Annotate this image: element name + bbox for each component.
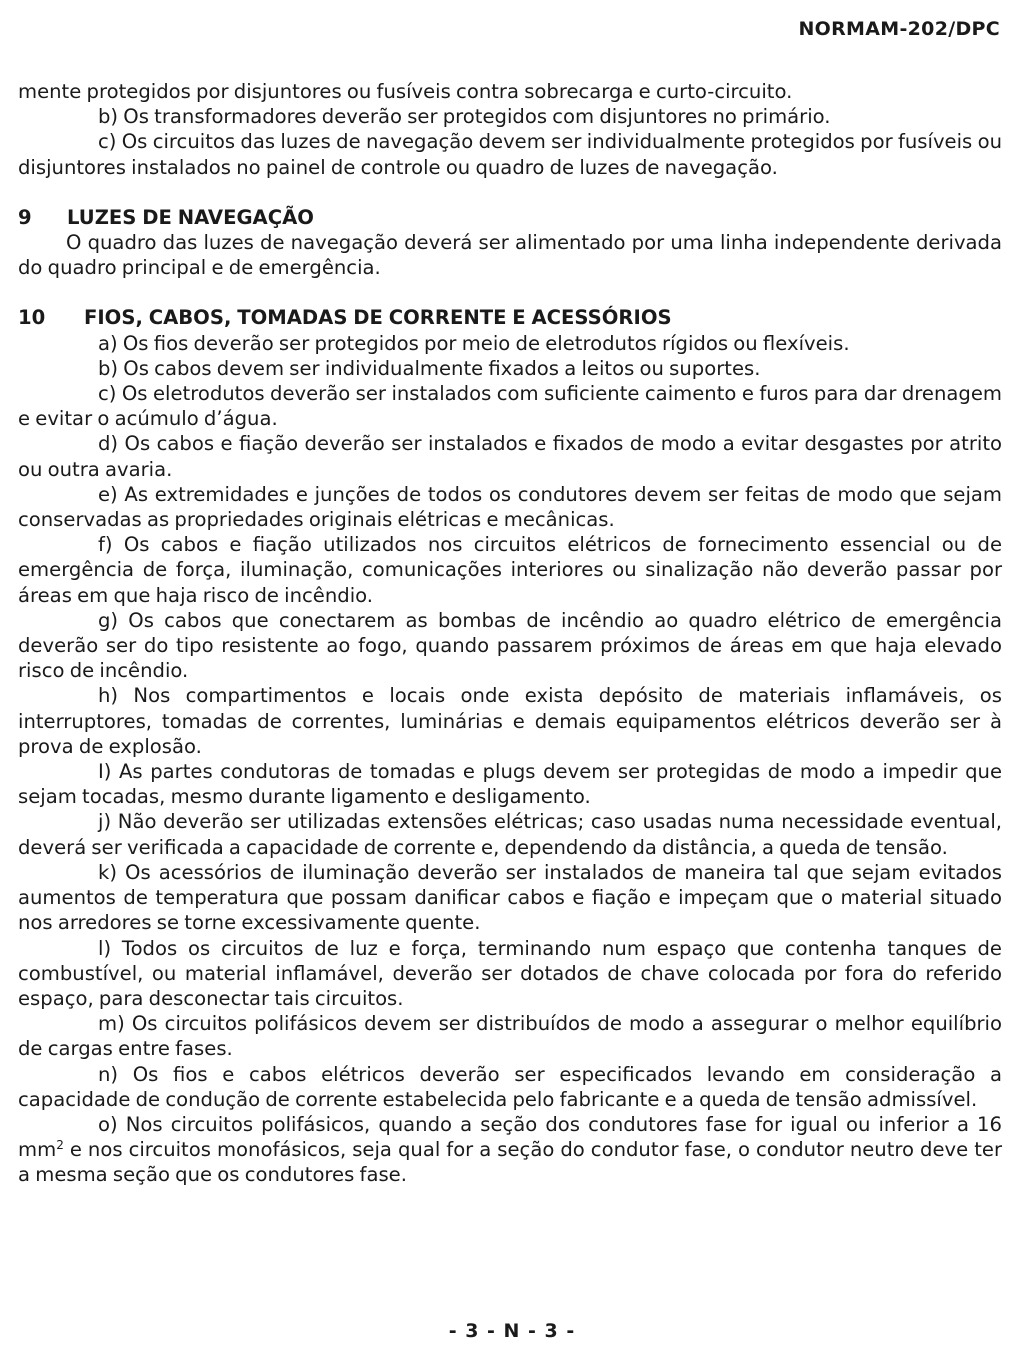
superscript-exponent: 2: [56, 1138, 64, 1153]
section-number: 10: [18, 306, 46, 330]
item-c: c) Os circuitos das luzes de navegação devem ser individualmente protegidos por fusíveis ou disjuntores instalados no painel de controle ou quadro de luzes de navegação.: [18, 130, 1002, 179]
section-9-text: O quadro das luzes de navegação deverá ser alimentado por uma linha independente derivada do quadro principal e de emergência.: [18, 231, 1002, 280]
list-item: m) Os circuitos polifásicos devem ser distribuídos de modo a assegurar o melhor equilíbrio de cargas entre fases.: [18, 1012, 1002, 1061]
list-item: c) Os eletrodutos deverão ser instalados com suficiente caimento e furos para dar drenagem e evitar o acúmulo d’água.: [18, 382, 1002, 431]
paragraph-continuation: mente protegidos por disjuntores ou fusíveis contra sobrecarga e curto-circuito.: [18, 80, 793, 103]
page-number: - 3 - N - 3 -: [448, 1320, 576, 1342]
document-body: [18, 79, 1002, 1188]
list-item: h) Nos compartimentos e locais onde exista depósito de materiais inflamáveis, os interruptores, tomadas de correntes, luminárias e demais equipamentos elétricos deverão ser à prova de explosão.: [18, 684, 1002, 758]
list-item: I) As partes condutoras de tomadas e plugs devem ser protegidas de modo a impedir que sejam tocadas, mesmo durante ligamento e desligamento.: [18, 760, 1002, 809]
item-b: b) Os transformadores deverão ser protegidos com disjuntores no primário.: [98, 105, 831, 129]
document-code: NORMAM-202/DPC: [798, 18, 1000, 40]
list-item: k) Os acessórios de iluminação deverão ser instalados de maneira tal que sejam evitados aumentos de temperatura que possam danificar cabos e fiação e impeçam que o material situado nos arredores se torne excessivamente quente.: [18, 860, 1002, 935]
section-number: 9: [18, 205, 32, 229]
section-10-heading: [18, 305, 1002, 330]
section-9-heading: [18, 205, 1002, 230]
list-item: n) Os fios e cabos elétricos deverão ser especificados levando em consideração a capacidade de condução de corrente estabelecida pelo fabricante e a queda de tensão admissível.: [18, 1062, 1002, 1111]
list-item: e) As extremidades e junções de todos os condutores devem ser feitas de modo que sejam conservadas as propriedades originais elétricas e mecânicas.: [18, 482, 1002, 532]
list-item: l) Todos os circuitos de luz e força, terminando num espaço que contenha tanques de combustível, ou material inflamável, deverão ser dotados de chave colocada por fora do referido espaço, para desconectar tais circuitos.: [18, 936, 1002, 1010]
item-o-text-start: o) Nos circuitos polifásicos, quando a seção dos condutores fase for igual ou inferior a 16 mm: [18, 1112, 1002, 1162]
list-item: j) Não deverão ser utilizadas extensões elétricas; caso usadas numa necessidade eventual, deverá ser verificada a capacidade de corrente e, dependendo da distância, a queda de tensão.: [18, 810, 1002, 859]
list-item: a) Os fios deverão ser protegidos por meio de eletrodutos rígidos ou flexíveis.: [98, 331, 850, 355]
item-o-text-end: e nos circuitos monofásicos, seja qual for a seção do condutor fase, o condutor neutro deve ter a mesma seção que os condutores fase.: [18, 1138, 1002, 1187]
list-item: d) Os cabos e fiação deverão ser instalados e fixados de modo a evitar desgastes por atrito ou outra avaria.: [18, 432, 1002, 481]
section-title: FIOS, CABOS, TOMADAS DE CORRENTE E ACESSÓRIOS: [84, 306, 672, 330]
list-item-o: [18, 1112, 1002, 1188]
section-title: LUZES DE NAVEGAÇÃO: [67, 205, 314, 229]
list-item: f) Os cabos e fiação utilizados nos circuitos elétricos de fornecimento essencial ou de emergência de força, iluminação, comunicações interiores ou sinalização não deverão passar por áreas em que haja risco de incêndio.: [18, 533, 1002, 607]
list-item: g) Os cabos que conectarem as bombas de incêndio ao quadro elétrico de emergência deverão ser do tipo resistente ao fogo, quando passarem próximos de áreas em que haja elevado risco de incêndio.: [18, 608, 1002, 683]
list-item: b) Os cabos devem ser individualmente fixados a leitos ou suportes.: [98, 356, 761, 380]
